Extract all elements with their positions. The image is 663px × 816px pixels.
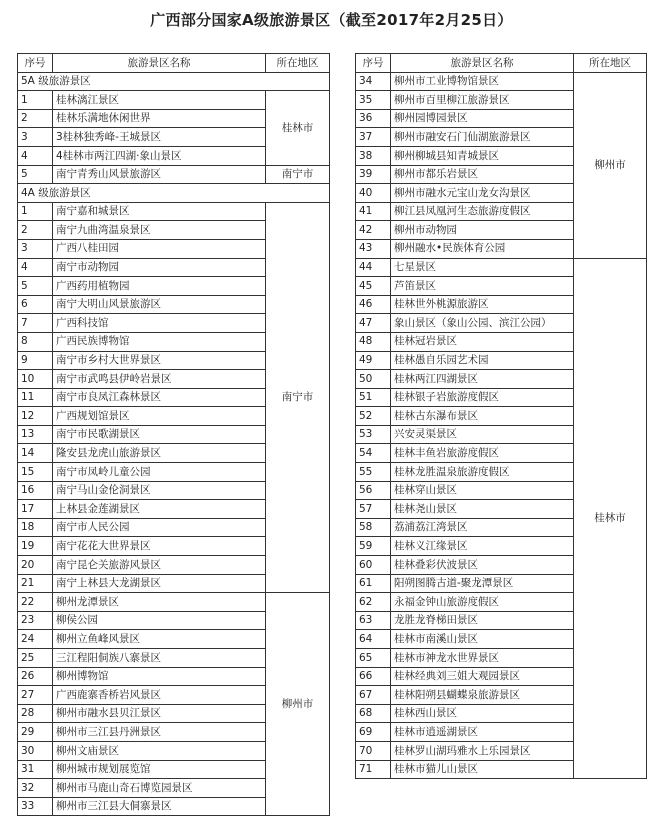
cell-region: 柳州市 (574, 72, 647, 258)
cell-no: 36 (356, 109, 391, 128)
cell-no: 43 (356, 239, 391, 258)
cell-name: 阳朔图腾古道-聚龙潭景区 (391, 574, 574, 593)
cell-name: 南宁大明山风景旅游区 (53, 295, 266, 314)
cell-name: 桂林市逍遥湖景区 (391, 723, 574, 742)
cell-no: 69 (356, 723, 391, 742)
section-row (18, 184, 330, 203)
cell-name: 桂林市南溪山景区 (391, 630, 574, 649)
cell-no: 16 (18, 481, 53, 500)
cell-name: 桂林两江四湖景区 (391, 370, 574, 389)
cell-name: 南宁上林县大龙湖景区 (53, 574, 266, 593)
cell-name: 桂林乐满地休闲世界 (53, 109, 266, 128)
table-row (356, 258, 647, 277)
cell-no: 46 (356, 295, 391, 314)
cell-no: 50 (356, 370, 391, 389)
cell-no: 29 (18, 723, 53, 742)
cell-name: 广西规划馆景区 (53, 407, 266, 426)
cell-no: 13 (18, 425, 53, 444)
cell-no: 62 (356, 593, 391, 612)
section-label: 5A 级旅游景区 (18, 72, 330, 91)
cell-region: 南宁市 (266, 202, 330, 592)
cell-no: 47 (356, 314, 391, 333)
cell-name: 南宁九曲湾温泉景区 (53, 221, 266, 240)
cell-no: 31 (18, 760, 53, 779)
cell-name: 龙胜龙脊梯田景区 (391, 611, 574, 630)
cell-name: 桂林龙胜温泉旅游度假区 (391, 463, 574, 482)
cell-name: 南宁嘉和城景区 (53, 202, 266, 221)
page-title: 广西部分国家A级旅游景区（截至2017年2月25日） (150, 11, 513, 29)
scenic-areas-table-left (17, 53, 330, 816)
cell-name: 南宁花花大世界景区 (53, 537, 266, 556)
cell-region: 南宁市 (266, 165, 330, 184)
cell-name: 柳州文庙景区 (53, 741, 266, 760)
cell-name: 荔浦荔江湾景区 (391, 518, 574, 537)
cell-name: 桂林世外桃源旅游区 (391, 295, 574, 314)
cell-no: 27 (18, 686, 53, 705)
cell-name: 广西民族博物馆 (53, 332, 266, 351)
cell-no: 68 (356, 704, 391, 723)
cell-no: 33 (18, 797, 53, 816)
cell-name: 柳州园博园景区 (391, 109, 574, 128)
cell-no: 3 (18, 239, 53, 258)
table-header-row (356, 54, 647, 73)
cell-no: 3 (18, 128, 53, 147)
cell-no: 70 (356, 741, 391, 760)
cell-name: 桂林银子岩旅游度假区 (391, 388, 574, 407)
cell-name: 桂林阳朔县蝴蝶泉旅游景区 (391, 686, 574, 705)
cell-no: 49 (356, 351, 391, 370)
cell-name: 桂林穿山景区 (391, 481, 574, 500)
table-row (18, 202, 330, 221)
cell-name: 南宁市民歌湖景区 (53, 425, 266, 444)
cell-name: 柳州市三江县丹洲景区 (53, 723, 266, 742)
cell-name: 柳州市都乐岩景区 (391, 165, 574, 184)
cell-name: 兴安灵渠景区 (391, 425, 574, 444)
cell-no: 25 (18, 649, 53, 668)
cell-no: 59 (356, 537, 391, 556)
cell-name: 柳州市融安石门仙湖旅游景区 (391, 128, 574, 147)
cell-name: 隆安县龙虎山旅游景区 (53, 444, 266, 463)
cell-no: 4 (18, 258, 53, 277)
cell-no: 66 (356, 667, 391, 686)
cell-no: 23 (18, 611, 53, 630)
cell-region: 桂林市 (266, 91, 330, 165)
cell-name: 南宁马山金伦洞景区 (53, 481, 266, 500)
cell-no: 5 (18, 165, 53, 184)
cell-name: 南宁市凤岭儿童公园 (53, 463, 266, 482)
cell-name: 桂林义江缘景区 (391, 537, 574, 556)
cell-no: 57 (356, 500, 391, 519)
cell-name: 柳侯公园 (53, 611, 266, 630)
cell-no: 2 (18, 109, 53, 128)
cell-no: 26 (18, 667, 53, 686)
cell-no: 22 (18, 593, 53, 612)
header-name: 旅游景区名称 (391, 54, 574, 73)
cell-no: 5 (18, 277, 53, 296)
section-row (18, 72, 330, 91)
header-region: 所在地区 (574, 54, 647, 73)
cell-name: 南宁市动物园 (53, 258, 266, 277)
cell-name: 南宁昆仑关旅游风景区 (53, 556, 266, 575)
cell-name: 芦笛景区 (391, 277, 574, 296)
cell-no: 17 (18, 500, 53, 519)
cell-name: 柳州融水•民族体育公园 (391, 239, 574, 258)
section-label: 4A 级旅游景区 (18, 184, 330, 203)
cell-name: 永福金钟山旅游度假区 (391, 593, 574, 612)
cell-name: 广西药用植物园 (53, 277, 266, 296)
cell-no: 71 (356, 760, 391, 779)
cell-no: 30 (18, 741, 53, 760)
cell-no: 42 (356, 221, 391, 240)
cell-name: 柳州立鱼峰风景区 (53, 630, 266, 649)
header-no: 序号 (356, 54, 391, 73)
cell-no: 40 (356, 184, 391, 203)
cell-name: 桂林经典刘三姐大观园景区 (391, 667, 574, 686)
cell-no: 38 (356, 146, 391, 165)
cell-no: 8 (18, 332, 53, 351)
cell-name: 4桂林市两江四湖·象山景区 (53, 146, 266, 165)
cell-name: 柳州市融水元宝山龙女沟景区 (391, 184, 574, 203)
cell-no: 7 (18, 314, 53, 333)
cell-no: 24 (18, 630, 53, 649)
cell-no: 37 (356, 128, 391, 147)
cell-no: 63 (356, 611, 391, 630)
cell-name: 桂林西山景区 (391, 704, 574, 723)
cell-name: 桂林丰鱼岩旅游度假区 (391, 444, 574, 463)
cell-name: 柳州市融水县贝江景区 (53, 704, 266, 723)
table-row (356, 72, 647, 91)
cell-name: 桂林市神龙水世界景区 (391, 649, 574, 668)
cell-name: 柳州市动物园 (391, 221, 574, 240)
cell-no: 48 (356, 332, 391, 351)
scenic-areas-table-right (355, 53, 647, 779)
cell-name: 柳江县凤凰河生态旅游度假区 (391, 202, 574, 221)
cell-no: 32 (18, 779, 53, 798)
cell-name: 柳州龙潭景区 (53, 593, 266, 612)
cell-no: 35 (356, 91, 391, 110)
cell-no: 51 (356, 388, 391, 407)
cell-no: 60 (356, 556, 391, 575)
cell-no: 39 (356, 165, 391, 184)
cell-no: 41 (356, 202, 391, 221)
cell-region: 桂林市 (574, 258, 647, 779)
cell-no: 44 (356, 258, 391, 277)
cell-no: 20 (18, 556, 53, 575)
cell-name: 桂林古东瀑布景区 (391, 407, 574, 426)
cell-no: 1 (18, 91, 53, 110)
cell-name: 桂林叠彩伏波景区 (391, 556, 574, 575)
cell-name: 柳州市百里柳江旅游景区 (391, 91, 574, 110)
cell-no: 53 (356, 425, 391, 444)
cell-name: 柳州市三江县大侗寨景区 (53, 797, 266, 816)
cell-no: 1 (18, 202, 53, 221)
cell-no: 28 (18, 704, 53, 723)
cell-no: 11 (18, 388, 53, 407)
cell-no: 6 (18, 295, 53, 314)
table-header-row (18, 54, 330, 73)
cell-name: 桂林尧山景区 (391, 500, 574, 519)
cell-name: 象山景区（象山公园、滨江公园） (391, 314, 574, 333)
cell-name: 桂林冠岩景区 (391, 332, 574, 351)
cell-no: 52 (356, 407, 391, 426)
cell-name: 南宁市武鸣县伊岭岩景区 (53, 370, 266, 389)
cell-no: 54 (356, 444, 391, 463)
cell-name: 七星景区 (391, 258, 574, 277)
cell-no: 12 (18, 407, 53, 426)
cell-name: 广西鹿寨香桥岩风景区 (53, 686, 266, 705)
cell-no: 4 (18, 146, 53, 165)
cell-name: 柳州城市规划展览馆 (53, 760, 266, 779)
cell-region: 柳州市 (266, 593, 330, 816)
cell-name: 南宁市乡村大世界景区 (53, 351, 266, 370)
cell-no: 56 (356, 481, 391, 500)
cell-no: 34 (356, 72, 391, 91)
cell-name: 桂林愚自乐园艺术园 (391, 351, 574, 370)
header-no: 序号 (18, 54, 53, 73)
cell-no: 14 (18, 444, 53, 463)
cell-no: 45 (356, 277, 391, 296)
cell-no: 67 (356, 686, 391, 705)
cell-name: 柳州市马鹿山奇石博览园景区 (53, 779, 266, 798)
cell-no: 18 (18, 518, 53, 537)
cell-name: 南宁市人民公园 (53, 518, 266, 537)
cell-no: 9 (18, 351, 53, 370)
table-row (18, 165, 330, 184)
cell-name: 柳州市工业博物馆景区 (391, 72, 574, 91)
cell-name: 三江程阳侗族八寨景区 (53, 649, 266, 668)
cell-name: 桂林漓江景区 (53, 91, 266, 110)
cell-name: 广西科技馆 (53, 314, 266, 333)
table-row (18, 593, 330, 612)
cell-no: 10 (18, 370, 53, 389)
cell-name: 上林县金莲湖景区 (53, 500, 266, 519)
cell-name: 桂林罗山湖玛雅水上乐园景区 (391, 741, 574, 760)
cell-name: 柳州柳城县知青城景区 (391, 146, 574, 165)
cell-no: 64 (356, 630, 391, 649)
cell-name: 南宁市良凤江森林景区 (53, 388, 266, 407)
cell-no: 65 (356, 649, 391, 668)
header-region: 所在地区 (266, 54, 330, 73)
cell-no: 19 (18, 537, 53, 556)
cell-no: 58 (356, 518, 391, 537)
cell-no: 2 (18, 221, 53, 240)
table-row (18, 91, 330, 110)
cell-name: 柳州博物馆 (53, 667, 266, 686)
cell-no: 61 (356, 574, 391, 593)
cell-no: 21 (18, 574, 53, 593)
header-name: 旅游景区名称 (53, 54, 266, 73)
cell-name: 3桂林独秀峰-王城景区 (53, 128, 266, 147)
cell-no: 15 (18, 463, 53, 482)
cell-name: 广西八桂田园 (53, 239, 266, 258)
cell-name: 桂林市猫儿山景区 (391, 760, 574, 779)
cell-name: 南宁青秀山风景旅游区 (53, 165, 266, 184)
cell-no: 55 (356, 463, 391, 482)
